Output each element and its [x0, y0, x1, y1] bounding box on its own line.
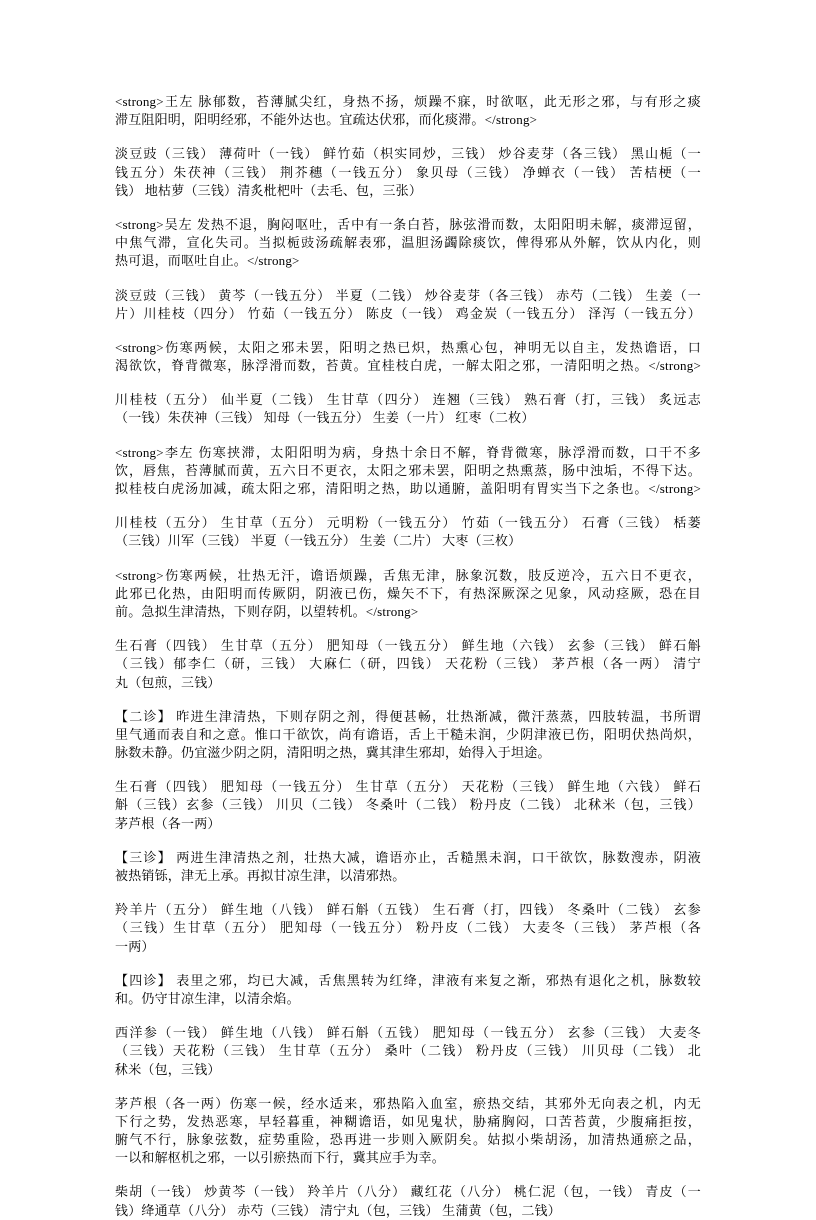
text-line: 川桂枝（五分） 仙半夏（二钱） 生甘草（四分） 连翘（三钱） 熟石膏（打，三钱） 炙远志 [115, 392, 701, 408]
text-line: （三钱）郁李仁（研，三钱） 大麻仁（研，四钱） 天花粉（三钱） 茅芦根（各一两） 清宁 [115, 656, 701, 672]
text-line: （三钱）生甘草（五分） 肥知母（一钱五分） 粉丹皮（二钱） 大麦冬（三钱） 茅芦根（各 [115, 920, 701, 936]
text-line: <strong>伤寒两候，壮热无汗，谵语烦躁，舌焦无津，脉象沉数，肢反逆冷，五六日不更衣， [115, 567, 701, 583]
text-line: 西洋参（一钱） 鲜生地（八钱） 鲜石斛（五钱） 肥知母（一钱五分） 玄参（三钱） 大麦冬 [115, 1025, 701, 1041]
text-line: 片）川桂枝（四分） 竹茹（一钱五分） 陈皮（一钱） 鸡金炭（一钱五分） 泽泻（一钱五分） [115, 305, 701, 321]
text-line: 柴胡（一钱） 炒黄芩（一钱） 羚羊片（八分） 藏红花（八分） 桃仁泥（包，一钱） 青皮（一 [115, 1184, 701, 1200]
text-line: 【三诊】 两进生津清热之剂，壮热大减，谵语亦止，舌糙黑未润，口干欲饮，脉数溲赤，阴液 [115, 849, 701, 865]
text-line: <strong>伤寒两候，太阳之邪未罢，阳明之热已炽，热熏心包，神明无以自主，发热谵语，口 [115, 339, 701, 355]
text-line: 一两） [115, 938, 155, 954]
text-line: 生石膏（四钱） 肥知母（一钱五分） 生甘草（五分） 天花粉（三钱） 鲜生地（六钱） 鲜石 [115, 779, 701, 795]
text-line: 里气通而表自和之意。惟口干欲饮，尚有谵语，舌上干糙未润，少阴津液已伤，阳明伏热尚炽， [115, 726, 701, 742]
text-line: 淡豆豉（三钱） 黄芩（一钱五分） 半夏（二钱） 炒谷麦芽（各三钱） 赤芍（二钱） 生姜（一 [115, 287, 701, 303]
text-line: 脉数未静。仍宜滋少阴之阴，清阳明之热，冀其津生邪却，始得入于坦途。 [115, 745, 551, 761]
text-line: 被热销铄，津无上承。再拟甘凉生津，以清邪热。 [115, 868, 406, 883]
text-line: 前。急拟生津清热，下则存阴，以望转机。</strong> [115, 603, 419, 619]
text-line: 生石膏（四钱） 生甘草（五分） 肥知母（一钱五分） 鲜生地（六钱） 玄参（三钱） 鲜石斛 [115, 638, 701, 654]
text-line: 【四诊】 表里之邪，均已大减，舌焦黑转为红绛，津液有来复之渐，邪热有退化之机，脉数较 [115, 972, 701, 988]
text-line: 此邪已化热，由阳明而传厥阴，阴液已伤，燥矢不下，有热深厥深之见象，风动痉厥，恐在目 [115, 585, 701, 601]
text-line: <strong>李左 伤寒挟滞，太阳阳明为病，身热十余日不解，脊背微寒，脉浮滑而数，口干不多 [115, 444, 701, 460]
text-line: 钱） 地枯萝（三钱）清炙枇杷叶（去毛、包，三张） [115, 182, 423, 198]
text-line: 茅芦根（各一两）伤寒一候，经水适来，邪热陷入血室，瘀热交结，其邪外无向表之机，内无 [115, 1095, 701, 1111]
text-line: 和。仍守甘凉生津，以清余焰。 [115, 990, 300, 1006]
text-line: 渴欲饮，脊背微寒，脉浮滑而数，苔黄。宜桂枝白虎，一解太阳之邪，一清阳明之热。</strong> [115, 358, 701, 374]
text-line: 丸（包煎，三钱） [115, 674, 221, 690]
text-line: 羚羊片（五分） 鲜生地（八钱） 鲜石斛（五钱） 生石膏（打，四钱） 冬桑叶（二钱） 玄参 [115, 902, 701, 918]
text-line: 川桂枝（五分） 生甘草（五分） 元明粉（一钱五分） 竹茹（一钱五分） 石膏（三钱） 栝蒌 [115, 515, 701, 531]
text-line: <strong>吴左 发热不退，胸闷呕吐，舌中有一条白苔，脉弦滑而数，太阳阳明未解，痰滞逗留， [115, 216, 701, 232]
text-line: 斛（三钱）玄参（三钱） 川贝（二钱） 冬桑叶（二钱） 粉丹皮（二钱） 北秫米（包，三钱） [115, 797, 701, 813]
text-line: 钱五分）朱茯神（三钱） 荆芥穗（一钱五分） 象贝母（三钱） 净蝉衣（一钱） 苦桔梗（一 [115, 164, 701, 180]
text-line: （三钱）川军（三钱） 半夏（一钱五分） 生姜（二片） 大枣（三枚） [115, 533, 522, 549]
text-line: 一以和解枢机之邪，一以引瘀热而下行，冀其应手为幸。 [115, 1150, 446, 1166]
text-line: 下行之势，发热恶寒，早轻暮重，神糊谵语，如见鬼状，胁痛胸闷，口苦苔黄，少腹痛拒按， [115, 1113, 701, 1129]
text-line: （一钱）朱茯神（三钱） 知母（一钱五分） 生姜（一片） 红枣（二枚） [115, 410, 535, 426]
text-line: <strong>王左 脉郁数，苔薄腻尖红，身热不扬，烦躁不寐，时欲呕，此无形之邪，与有形之痰 [115, 94, 701, 109]
text-line: 茅芦根（各一两） [115, 815, 221, 831]
text-line: 【二诊】 昨进生津清热，下则存阴之剂，得便甚畅，壮热渐减，微汗蒸蒸，四肢转温，书所谓 [115, 708, 701, 724]
text-line: 热可退，而呕吐自止。</strong> [115, 253, 300, 269]
text-line: 秫米（包，三钱） [115, 1061, 221, 1077]
text-line: 钱）绛通草（八分） 赤芍（三钱） 清宁丸（包，三钱） 生蒲黄（包，二钱） [115, 1202, 561, 1218]
text-line: 滞互阻阳明，阳明经邪，不能外达也。宜疏达伏邪，而化痰滞。</strong> [115, 112, 538, 128]
text-line: 腑气不行，脉象弦数，症势重险，恐再进一步则入厥阴矣。姑拟小柴胡汤，加清热通瘀之品， [115, 1132, 701, 1148]
text-line: 中焦气滞，宣化失司。当拟栀豉汤疏解表邪，温胆汤蠲除痰饮，俾得邪从外解，饮从内化，则 [115, 235, 701, 251]
text-line: 淡豆豉（三钱） 薄荷叶（一钱） 鲜竹茹（枳实同炒，三钱） 炒谷麦芽（各三钱） 黑山栀（一 [115, 146, 701, 162]
text-line: （三钱）天花粉（三钱） 生甘草（五分） 桑叶（二钱） 粉丹皮（三钱） 川贝母（二钱） 北 [115, 1043, 701, 1059]
text-line: 拟桂枝白虎汤加减，疏太阳之邪，清阳明之热，助以通腑，盖阳明有胃实当下之条也。</strong> [115, 481, 701, 496]
text-line: 饮，唇焦，苔薄腻而黄，五六日不更衣，太阳之邪未罢，阳明之热熏蒸，肠中浊垢，不得下达。 [115, 462, 701, 478]
